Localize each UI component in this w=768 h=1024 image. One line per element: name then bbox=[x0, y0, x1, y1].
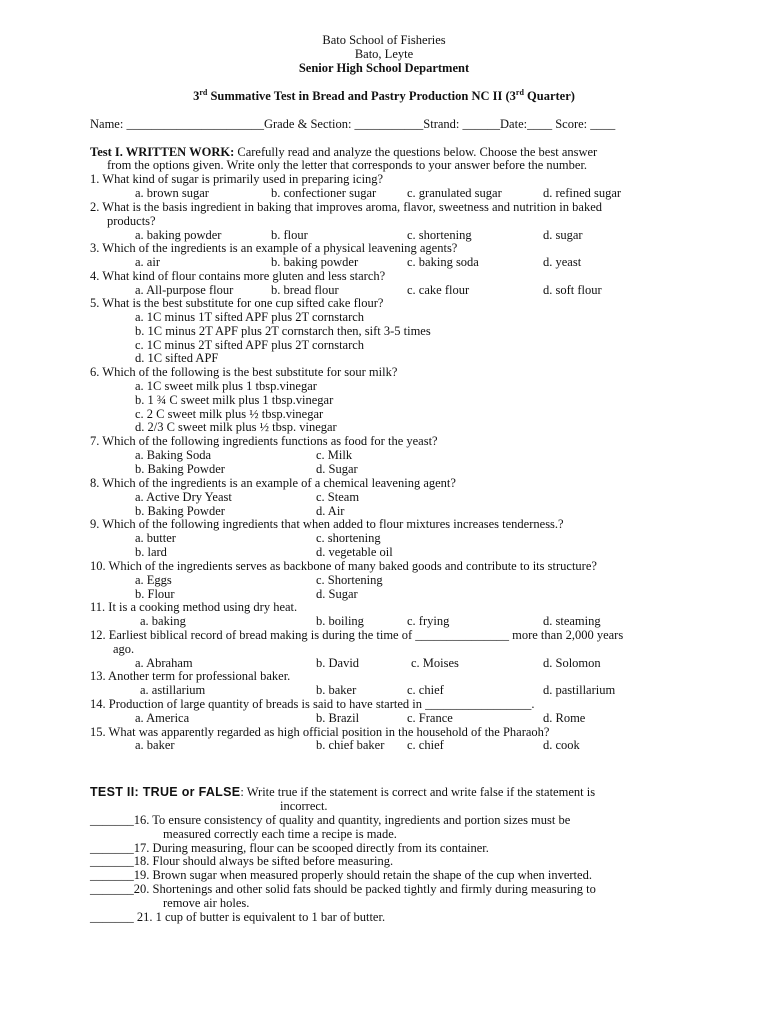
question-stem: 12. Earliest biblical record of bread making is during the time of _______________ more than 2,000 years bbox=[90, 628, 624, 642]
true-false-item: _______16. To ensure consistency of quality and quantity, ingredients and portion sizes must be bbox=[90, 813, 571, 827]
answer-option: c. Steam bbox=[316, 490, 360, 504]
true-false-item-cont: measured correctly each time a recipe is made. bbox=[163, 827, 397, 841]
answer-option: a. 1C minus 1T sifted APF plus 2T cornstarch bbox=[135, 310, 365, 324]
question-stem: 5. What is the best substitute for one cup sifted cake flour? bbox=[90, 296, 384, 310]
question-stem: 3. Which of the ingredients is an example of a physical leavening agents? bbox=[90, 241, 458, 255]
answer-option: d. yeast bbox=[543, 255, 582, 269]
answer-option: c. France bbox=[407, 711, 453, 725]
answer-option: a. Baking Soda bbox=[135, 448, 212, 462]
answer-option: c. 2 C sweet milk plus ½ tbsp.vinegar bbox=[135, 407, 324, 421]
answer-option: c. granulated sugar bbox=[407, 186, 502, 200]
answer-option: d. soft flour bbox=[543, 283, 602, 297]
answer-option: a. 1C sweet milk plus 1 tbsp.vinegar bbox=[135, 379, 317, 393]
answer-option: d. vegetable oil bbox=[316, 545, 393, 559]
answer-option: b. baker bbox=[316, 683, 357, 697]
test-title: 3rd Summative Test in Bread and Pastry Production NC II (3rd Quarter) bbox=[193, 88, 575, 103]
true-false-item: _______ 21. 1 cup of butter is equivalent to 1 bar of butter. bbox=[90, 910, 386, 924]
answer-option: a. Eggs bbox=[135, 573, 172, 587]
answer-option: c. baking soda bbox=[407, 255, 479, 269]
question-stem: 8. Which of the ingredients is an example of a chemical leavening agent? bbox=[90, 476, 456, 490]
answer-option: d. Air bbox=[316, 504, 345, 518]
answer-option: b. Flour bbox=[135, 587, 175, 601]
test1-heading: Test I. WRITTEN WORK: bbox=[90, 145, 235, 159]
question-stem: 11. It is a cooking method using dry heat. bbox=[90, 600, 298, 614]
test2-instruction-cont: incorrect. bbox=[280, 799, 328, 813]
answer-option: a. baking bbox=[140, 614, 186, 628]
question-stem: 2. What is the basis ingredient in baking that improves aroma, flavor, sweetness and nutrition in baked bbox=[90, 200, 602, 214]
answer-option: b. flour bbox=[271, 228, 308, 242]
answer-option: a. Active Dry Yeast bbox=[135, 490, 232, 504]
answer-option: a. America bbox=[135, 711, 190, 725]
student-info-line: Name: ______________________Grade & Section: ___________Strand: ______Date:____ Score: ____ bbox=[90, 117, 616, 131]
question-stem-cont: products? bbox=[107, 214, 156, 228]
question-stem: 15. What was apparently regarded as high official position in the household of the Pharaoh? bbox=[90, 725, 550, 739]
question-stem: 7. Which of the following ingredients functions as food for the yeast? bbox=[90, 434, 438, 448]
true-false-item: _______20. Shortenings and other solid fats should be packed tightly and firmly during measuring to bbox=[90, 882, 596, 896]
answer-option: c. Moises bbox=[411, 656, 459, 670]
question-stem: 1. What kind of sugar is primarily used in preparing icing? bbox=[90, 172, 384, 186]
answer-option: b. Baking Powder bbox=[135, 504, 225, 518]
question-stem: 6. Which of the following is the best substitute for sour milk? bbox=[90, 365, 398, 379]
answer-option: c. chief bbox=[407, 683, 444, 697]
answer-option: c. Shortening bbox=[316, 573, 383, 587]
answer-option: a. astillarium bbox=[140, 683, 206, 697]
department-name: Senior High School Department bbox=[298, 61, 470, 75]
answer-option: c. shortening bbox=[407, 228, 472, 242]
answer-option: b. chief baker bbox=[316, 738, 385, 752]
answer-option: b. boiling bbox=[316, 614, 364, 628]
answer-option: b. Baking Powder bbox=[135, 462, 225, 476]
answer-option: d. 2/3 C sweet milk plus ½ tbsp. vinegar bbox=[135, 420, 337, 434]
test1-instruction-cont: from the options given. Write only the letter that corresponds to your answer before the number. bbox=[107, 158, 588, 172]
answer-option: c. Milk bbox=[316, 448, 353, 462]
answer-option: a. brown sugar bbox=[135, 186, 209, 200]
answer-option: d. sugar bbox=[543, 228, 583, 242]
answer-option: c. shortening bbox=[316, 531, 381, 545]
school-location: Bato, Leyte bbox=[354, 47, 414, 61]
answer-option: a. Abraham bbox=[135, 656, 193, 670]
true-false-item-cont: remove air holes. bbox=[163, 896, 250, 910]
answer-option: c. 1C minus 2T sifted APF plus 2T cornstarch bbox=[135, 338, 365, 352]
answer-option: d. refined sugar bbox=[543, 186, 622, 200]
answer-option: b. bread flour bbox=[271, 283, 339, 297]
question-stem: 14. Production of large quantity of breads is said to have started in _________________. bbox=[90, 697, 535, 711]
answer-option: c. frying bbox=[407, 614, 450, 628]
true-false-item: _______18. Flour should always be sifted before measuring. bbox=[90, 854, 394, 868]
true-false-item: _______19. Brown sugar when measured properly should retain the shape of the cup when inverted. bbox=[90, 868, 592, 882]
question-stem: 9. Which of the following ingredients that when added to flour mixtures increases tenderness.? bbox=[90, 517, 564, 531]
answer-option: b. 1C minus 2T APF plus 2T cornstarch then, sift 3-5 times bbox=[135, 324, 431, 338]
answer-option: a. baking powder bbox=[135, 228, 222, 242]
answer-option: b. lard bbox=[135, 545, 167, 559]
answer-option: d. Sugar bbox=[316, 462, 358, 476]
answer-option: d. pastillarium bbox=[543, 683, 616, 697]
true-false-item: _______17. During measuring, flour can be scooped directly from its container. bbox=[90, 841, 489, 855]
question-stem: 4. What kind of flour contains more gluten and less starch? bbox=[90, 269, 386, 283]
question-stem: 10. Which of the ingredients serves as backbone of many baked goods and contribute to its structure? bbox=[90, 559, 597, 573]
answer-option: b. 1 ¾ C sweet milk plus 1 tbsp.vinegar bbox=[135, 393, 334, 407]
answer-option: a. All-purpose flour bbox=[135, 283, 234, 297]
answer-option: a. baker bbox=[135, 738, 175, 752]
answer-option: d. cook bbox=[543, 738, 580, 752]
answer-option: a. air bbox=[135, 255, 160, 269]
answer-option: d. Rome bbox=[543, 711, 586, 725]
test2-instruction: TEST II: TRUE or FALSE: Write true if the statement is correct and write false if the statement is bbox=[90, 785, 596, 799]
answer-option: b. David bbox=[316, 656, 360, 670]
answer-option: b. Brazil bbox=[316, 711, 360, 725]
test1-instruction: Test I. WRITTEN WORK: Carefully read and analyze the questions below. Choose the best answer bbox=[90, 145, 598, 159]
answer-option: d. Sugar bbox=[316, 587, 358, 601]
answer-option: b. confectioner sugar bbox=[271, 186, 377, 200]
answer-option: a. butter bbox=[135, 531, 176, 545]
answer-option: c. cake flour bbox=[407, 283, 470, 297]
school-name: Bato School of Fisheries bbox=[322, 33, 446, 47]
answer-option: d. Solomon bbox=[543, 656, 601, 670]
answer-option: c. chief bbox=[407, 738, 444, 752]
answer-option: d. steaming bbox=[543, 614, 601, 628]
answer-option: b. baking powder bbox=[271, 255, 359, 269]
question-stem-cont: ago. bbox=[113, 642, 135, 656]
answer-option: d. 1C sifted APF bbox=[135, 351, 219, 365]
question-stem: 13. Another term for professional baker. bbox=[90, 669, 291, 683]
test2-heading: TEST II: TRUE or FALSE bbox=[90, 785, 241, 799]
